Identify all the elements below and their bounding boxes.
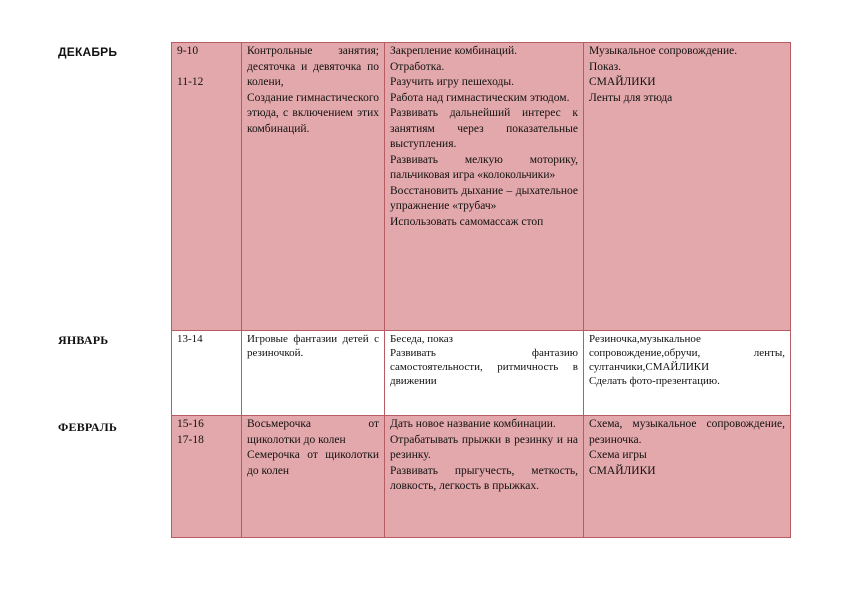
- equipment-text: Схема, музыкальное сопровождение, резиночка.: [589, 418, 785, 446]
- lesson-number: 9-10: [177, 45, 199, 57]
- tasks-cell: [385, 416, 584, 538]
- lesson-numbers-cell: [172, 416, 242, 538]
- table-row-january: [172, 331, 791, 416]
- table-row-february: [172, 416, 791, 538]
- task-text: Развивать прыгучесть, меткость, ловкость, легкость в прыжках.: [390, 464, 578, 492]
- topic-text: Семерочка от щиколотки до колен: [247, 449, 379, 477]
- lesson-number: 17-18: [177, 433, 204, 446]
- topic-text: Восьмерочка от щиколотки до колен: [247, 418, 379, 446]
- task-text: Закрепление комбинаций.: [390, 45, 518, 57]
- task-text: Развивать мелкую моторику, пальчиковая игра «колокольчики»: [390, 153, 578, 181]
- equipment-text: Сделать фото-презентацию.: [589, 375, 720, 387]
- equipment-text: Музыкальное сопровождение.: [589, 45, 738, 57]
- task-text: Работа над гимнастическим этюдом.: [390, 91, 570, 104]
- task-text: Восстановить дыхание – дыхательное упражнение «трубач»: [390, 184, 578, 212]
- lesson-numbers-cell: [172, 331, 242, 416]
- lesson-numbers-cell: [172, 43, 242, 331]
- table-row-december: [172, 43, 791, 331]
- task-text: Развивать дальнейший интерес к занятиям через показательные выступления.: [390, 107, 578, 150]
- equipment-text: Ленты для этюда: [589, 91, 673, 104]
- equipment-cell: [584, 331, 791, 416]
- month-label-january: ЯНВАРЬ: [58, 333, 109, 347]
- lesson-plan-table: [171, 42, 791, 538]
- task-text: Отрабатывать прыжки в резинку и на резинку.: [390, 433, 578, 461]
- equipment-text: СМАЙЛИКИ: [589, 464, 656, 477]
- equipment-text: Схема игры: [589, 449, 647, 461]
- task-text: Развивать фантазию самостоятельности, ритмичность в движении: [390, 347, 578, 387]
- topic-text: Контрольные занятия; десяточка и девяточка по колени,: [247, 45, 379, 88]
- task-text: Разучить игру пешеходы.: [390, 76, 514, 88]
- month-label-december: ДЕКАБРЬ: [58, 45, 118, 59]
- task-text: Отработка.: [390, 60, 445, 73]
- topic-text: Игровые фантазии детей с резиночкой.: [247, 333, 379, 359]
- month-label-february: ФЕВРАЛЬ: [58, 420, 118, 434]
- topic-cell: [242, 416, 385, 538]
- equipment-cell: [584, 43, 791, 331]
- task-text: Дать новое название комбинации.: [390, 418, 556, 430]
- topic-cell: [242, 43, 385, 331]
- lesson-number: 13-14: [177, 333, 203, 345]
- equipment-text: СМАЙЛИКИ: [589, 76, 656, 88]
- equipment-cell: [584, 416, 791, 538]
- topic-cell: [242, 331, 385, 416]
- task-text: Использовать самомассаж стоп: [390, 215, 544, 228]
- equipment-text: Показ.: [589, 60, 621, 73]
- tasks-cell: [385, 43, 584, 331]
- tasks-cell: [385, 331, 584, 416]
- topic-text: Создание гимнастического этюда, с включением этих комбинаций.: [247, 91, 379, 135]
- lesson-number: 11-12: [177, 75, 204, 88]
- task-text: Беседа, показ: [390, 333, 453, 345]
- lesson-number: 15-16: [177, 418, 204, 430]
- equipment-text: Резиночка,музыкальное сопровождение,обручи, ленты, султанчики,СМАЙЛИКИ: [589, 333, 785, 373]
